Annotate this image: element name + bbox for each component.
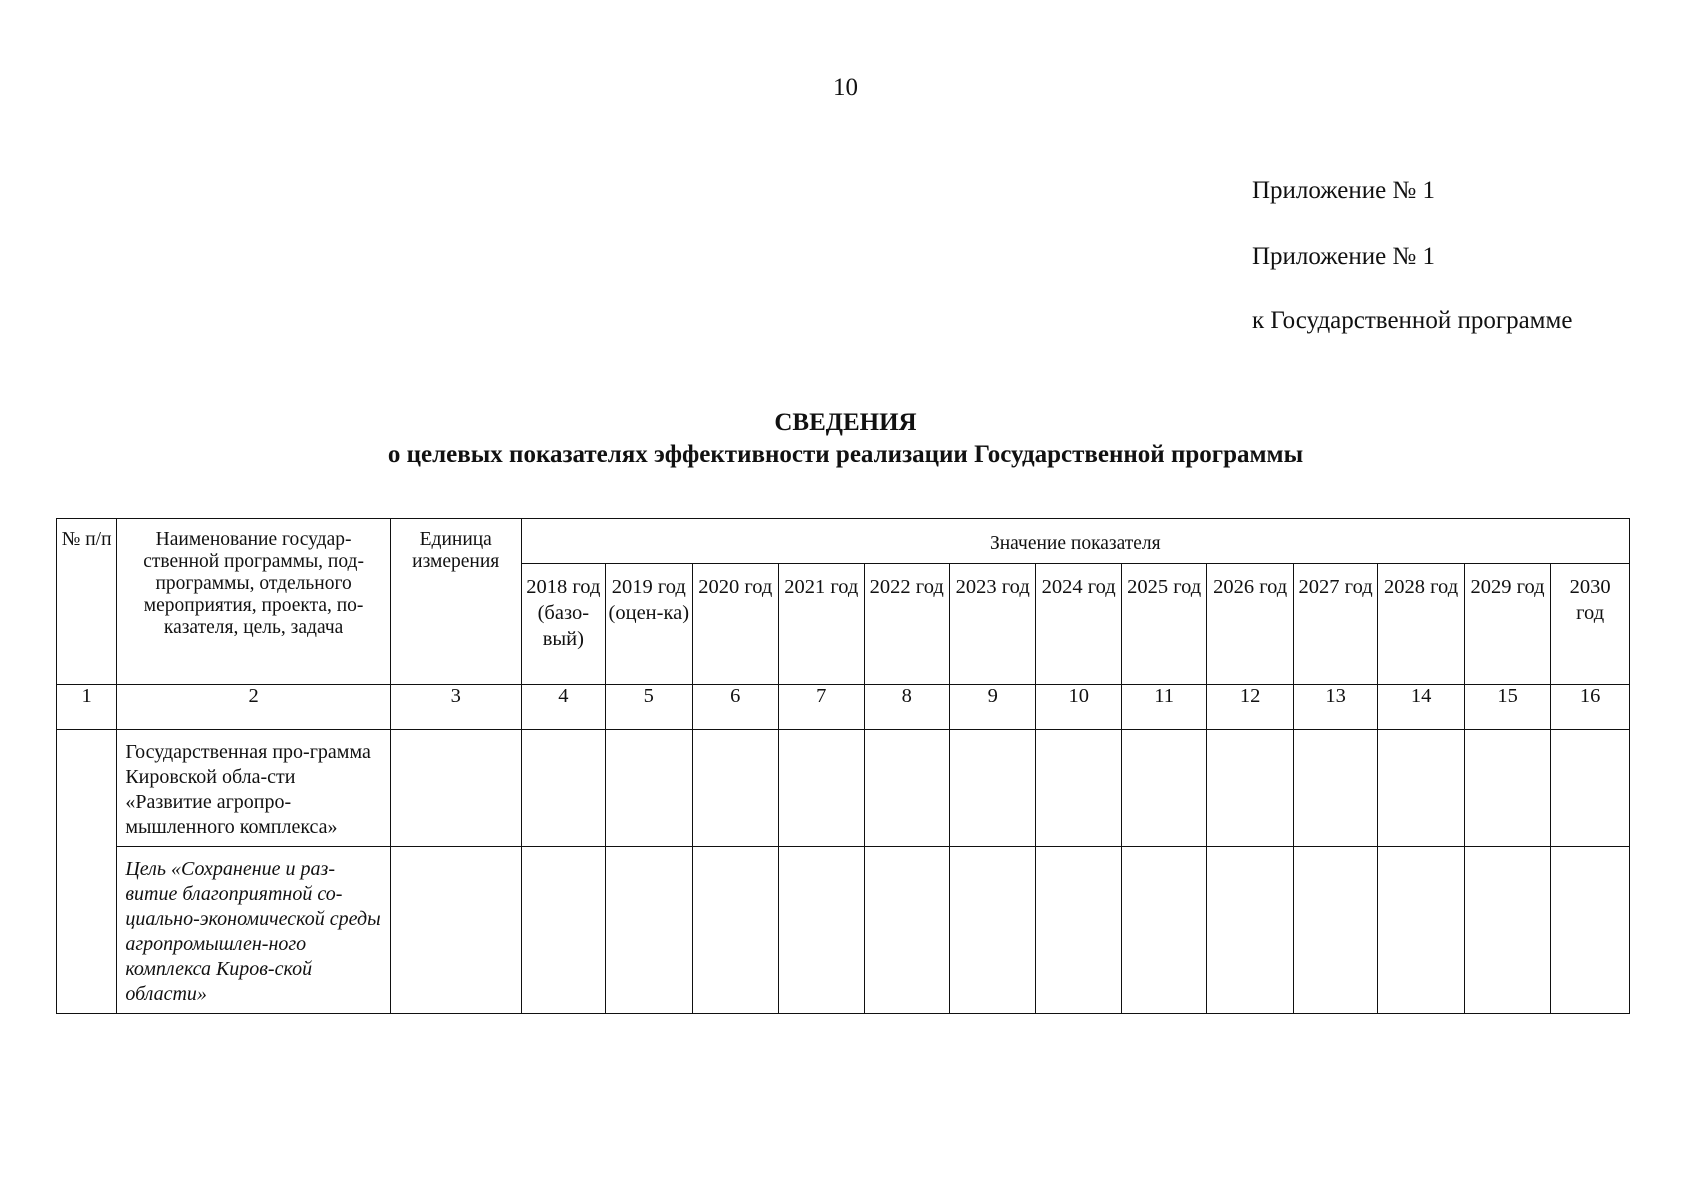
header-year: 2028 год (1378, 564, 1464, 685)
header-year: 2026 год (1207, 564, 1293, 685)
title-main: СВЕДЕНИЯ (774, 409, 917, 436)
column-number: 7 (779, 685, 864, 730)
value-cell (1293, 847, 1377, 1014)
table-row (57, 847, 1630, 1014)
document-title (0, 408, 1691, 472)
value-cell (1207, 847, 1293, 1014)
indicators-table (56, 518, 1630, 1014)
value-cell (1036, 847, 1121, 1014)
column-number: 13 (1293, 685, 1377, 730)
header-year: 2027 год (1293, 564, 1377, 685)
header-year: 2024 год (1036, 564, 1121, 685)
header-year: 2021 год (779, 564, 864, 685)
value-cell (1293, 730, 1377, 847)
column-number: 16 (1551, 685, 1630, 730)
value-cell (1207, 730, 1293, 847)
value-cell (1121, 730, 1206, 847)
value-cell (779, 730, 864, 847)
header-year: 2019 год (оцен-ка) (606, 564, 692, 685)
program-name-cell: Государственная про-грамма Кировской обла-сти «Развитие агропро-мышленного комплекса» (117, 730, 391, 847)
column-number: 3 (390, 685, 521, 730)
column-number-row (57, 685, 1630, 730)
value-cell (949, 847, 1035, 1014)
header-year: 2023 год (949, 564, 1035, 685)
column-number: 2 (117, 685, 391, 730)
unit-cell (390, 847, 521, 1014)
value-cell (1551, 847, 1630, 1014)
header-year: 2018 год (базо-вый) (521, 564, 605, 685)
header-year: 2020 год (692, 564, 778, 685)
column-number: 9 (949, 685, 1035, 730)
value-cell (1551, 730, 1630, 847)
value-cell (1378, 730, 1464, 847)
value-cell (949, 730, 1035, 847)
column-number: 14 (1378, 685, 1464, 730)
value-cell (692, 730, 778, 847)
header-num: № п/п (57, 519, 117, 685)
page-number: 10 (833, 74, 858, 101)
appendix-label-repeat: Приложение № 1 (1252, 243, 1436, 270)
column-number: 4 (521, 685, 605, 730)
goal-name-cell: Цель «Сохранение и раз-витие благоприятной со-циально-экономической среды агропромышлен-ного комплекса Киров-ской области» (117, 847, 391, 1014)
header-year: 2025 год (1121, 564, 1206, 685)
value-cell (692, 847, 778, 1014)
table-row (57, 730, 1630, 847)
column-number: 12 (1207, 685, 1293, 730)
column-number: 8 (864, 685, 949, 730)
value-cell (521, 730, 605, 847)
value-cell (606, 847, 692, 1014)
value-cell (1036, 730, 1121, 847)
header-year: 2029 год (1464, 564, 1550, 685)
column-number: 10 (1036, 685, 1121, 730)
value-cell (864, 847, 949, 1014)
header-name: Наименование государ-ственной программы, под-программы, отдельного мероприятия, проекта, по-казателя, цель, задача (117, 519, 391, 685)
column-number: 5 (606, 685, 692, 730)
value-cell (1378, 847, 1464, 1014)
value-cell (779, 847, 864, 1014)
appendix-program-ref: к Государственной программе (1252, 307, 1573, 334)
value-cell (1464, 730, 1550, 847)
header-year: 2022 год (864, 564, 949, 685)
header-year: 2030 год (1551, 564, 1630, 685)
title-subtitle: о целевых показателях эффективности реализации Государственной программы (387, 441, 1304, 468)
header-value: Значение показателя (521, 519, 1629, 564)
value-cell (606, 730, 692, 847)
column-number: 1 (57, 685, 117, 730)
row-num-cell (57, 730, 117, 1014)
value-cell (521, 847, 605, 1014)
header-row-top (57, 519, 1630, 564)
column-number: 11 (1121, 685, 1206, 730)
appendix-label: Приложение № 1 (1252, 177, 1436, 204)
value-cell (1121, 847, 1206, 1014)
column-number: 6 (692, 685, 778, 730)
unit-cell (390, 730, 521, 847)
header-unit: Единица измерения (390, 519, 521, 685)
value-cell (1464, 847, 1550, 1014)
value-cell (864, 730, 949, 847)
column-number: 15 (1464, 685, 1550, 730)
